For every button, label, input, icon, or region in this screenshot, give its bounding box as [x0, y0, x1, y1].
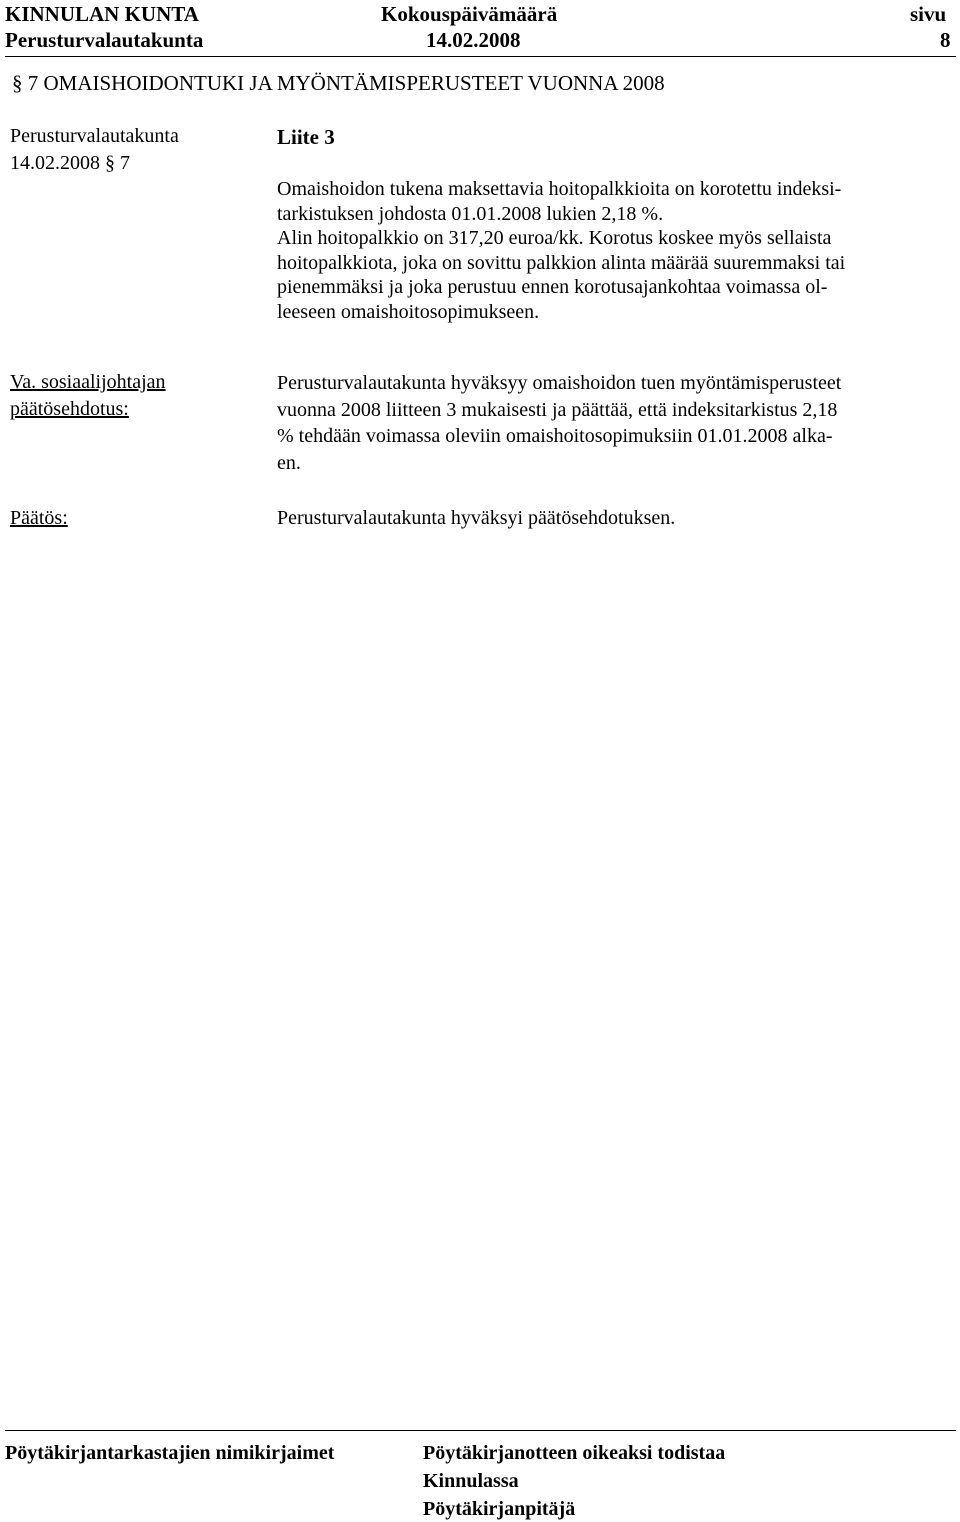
meta-board: Perusturvalautakunta: [10, 125, 179, 147]
board-name: Perusturvalautakunta: [5, 28, 204, 52]
intro-line: leeseen omaishoitosopimukseen.: [277, 300, 540, 323]
meta-date-ref: 14.02.2008 § 7: [10, 152, 130, 174]
intro-line: hoitopalkkiota, joka on sovittu palkkion alinta määrää suuremmaksi tai: [277, 251, 846, 274]
page-number: 8: [940, 28, 951, 52]
footer-rule: [5, 1430, 956, 1431]
footer-initials: Pöytäkirjantarkastajien nimikirjaimet: [5, 1442, 335, 1464]
intro-paragraph: [277, 177, 957, 324]
proposal-line: Perusturvalautakunta hyväksyy omaishoidon tuen myöntämisperusteet: [277, 372, 842, 394]
intro-line: tarkistuksen johdosta 01.01.2008 lukien 2,18 %.: [277, 202, 664, 225]
municipality-name: KINNULAN KUNTA: [5, 2, 199, 26]
intro-line: Alin hoitopalkkio on 317,20 euroa/kk. Korotus koskee myös sellaista: [277, 227, 832, 249]
proposal-label-line1: Va. sosiaalijohtajan: [10, 371, 166, 393]
header-rule: [5, 56, 956, 57]
footer-place: Kinnulassa: [423, 1470, 519, 1492]
meeting-date-value: 14.02.2008: [426, 28, 521, 52]
footer-secretary: Pöytäkirjanpitäjä: [423, 1498, 576, 1520]
footer-certify: Pöytäkirjanotteen oikeaksi todistaa: [423, 1442, 726, 1464]
decision-text: Perusturvalautakunta hyväksyi päätösehdotuksen.: [277, 507, 676, 529]
proposal-paragraph: [277, 370, 957, 476]
proposal-label-line2: päätösehdotus:: [10, 398, 129, 420]
proposal-line: vuonna 2008 liitteen 3 mukaisesti ja päättää, että indeksitarkistus 2,18: [277, 398, 838, 421]
attachment-label: Liite 3: [277, 125, 335, 149]
proposal-line: en.: [277, 451, 301, 474]
section-title: § 7 OMAISHOIDONTUKI JA MYÖNTÄMISPERUSTEET VUONNA 2008: [12, 71, 665, 95]
proposal-line: % tehdään voimassa oleviin omaishoitosopimuksiin 01.01.2008 alka-: [277, 425, 833, 447]
page-label: sivu: [910, 2, 947, 26]
intro-line: Omaishoidon tukena maksettavia hoitopalkkioita on korotettu indeksi-: [277, 178, 842, 200]
meeting-date-label: Kokouspäivämäärä: [381, 2, 558, 26]
intro-line: pienemmäksi ja joka perustuu ennen korotusajankohtaa voimassa ol-: [277, 276, 828, 298]
decision-label: Päätös:: [10, 507, 68, 529]
